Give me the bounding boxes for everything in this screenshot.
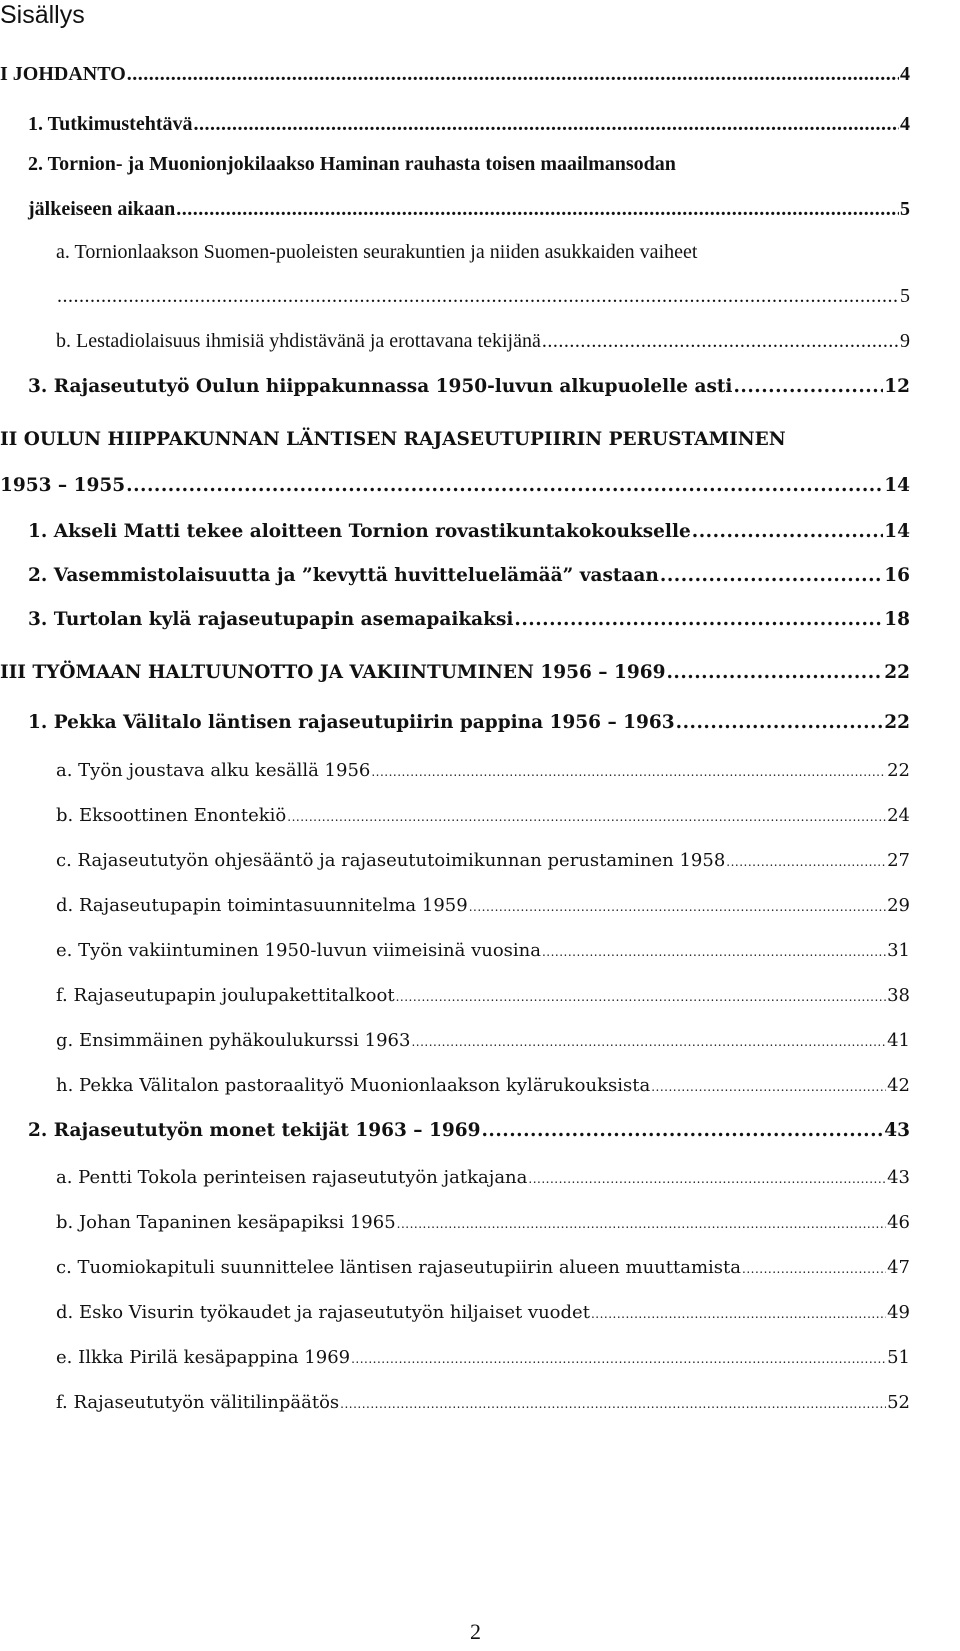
toc-leader-dots: [666, 662, 883, 683]
toc-entry-title: III TYÖMAAN HALTUUNOTTO JA VAKIINTUMINEN 1956 – 1969: [0, 662, 666, 683]
toc-page-number: 49: [887, 1302, 910, 1323]
toc-entry-3-2-d[interactable]: [56, 1302, 910, 1323]
toc-leader-dots: [194, 113, 900, 136]
toc-entry-title: f. Rajaseutupapin joulupakettitalkoot: [56, 985, 395, 1006]
toc-page-number: 38: [887, 985, 910, 1006]
toc-leader-dots: [411, 1035, 886, 1049]
toc-leader-dots: [542, 330, 899, 353]
toc-entry-3-2-c[interactable]: [56, 1257, 910, 1278]
toc-leader-dots: [742, 1262, 886, 1276]
toc-entry-1-1[interactable]: [28, 113, 910, 136]
toc-entry-title: 2. Vasemmistolaisuutta ja ”kevyttä huvitteluelämää” vastaan: [28, 565, 659, 586]
toc-page-number: 9: [900, 330, 910, 352]
toc-page-number: 24: [887, 805, 910, 826]
toc-leader-dots: [127, 63, 899, 86]
toc-page-number: 5: [900, 198, 910, 220]
toc-leader-dots: [591, 1307, 886, 1321]
toc-page-number: 29: [887, 895, 910, 916]
toc-leader-dots: [469, 900, 886, 914]
toc-entry-3-1-c[interactable]: [56, 850, 910, 871]
toc-page-number: 51: [887, 1347, 910, 1368]
toc-page-number: 14: [884, 475, 910, 496]
toc-entry-3-1-e[interactable]: [56, 940, 910, 961]
toc-leader-dots: [660, 565, 883, 586]
toc-entry-title: 3. Rajaseututyö Oulun hiippakunnassa 1950-luvun alkupuolelle asti: [28, 376, 733, 397]
toc-leader-dots: [528, 1172, 886, 1186]
toc-entry-title: h. Pekka Välitalon pastoraalityö Muonionlaakson kylärukouksista: [56, 1075, 651, 1096]
toc-entry-title: 2. Rajaseututyön monet tekijät 1963 – 1969: [28, 1120, 481, 1141]
toc-entry-1-3[interactable]: [28, 376, 910, 397]
toc-entry-title: 1953 – 1955: [0, 475, 126, 496]
toc-entry-1-2[interactable]: [28, 153, 910, 176]
toc-leader-dots: [396, 990, 887, 1004]
toc-entry-3-2-b[interactable]: [56, 1212, 910, 1233]
toc-leader-dots: [692, 521, 884, 542]
toc-page-number: 43: [884, 1120, 910, 1141]
toc-page-number: 5: [900, 285, 910, 307]
toc-page-number: 14: [884, 521, 910, 542]
toc-leader-dots: [733, 376, 883, 397]
toc-page-number: 43: [887, 1167, 910, 1188]
toc-leader-dots: [176, 198, 899, 221]
toc-page-number: 41: [887, 1030, 910, 1051]
toc-entry-title: c. Tuomiokapituli suunnittelee läntisen rajaseutupiirin alueen muuttamista: [56, 1257, 741, 1278]
toc-page-number: 31: [887, 940, 910, 961]
toc-entry-title: a. Työn joustava alku kesällä 1956: [56, 760, 371, 781]
toc-page-number: 27: [887, 850, 910, 871]
toc-entry-3-1-d[interactable]: [56, 895, 910, 916]
toc-entry-3-1-h[interactable]: [56, 1075, 910, 1096]
toc-entry-title: 3. Turtolan kylä rajaseutupapin asemapaikaksi: [28, 609, 514, 630]
toc-leader-dots: [371, 765, 886, 779]
toc-leader-dots: [726, 855, 886, 869]
toc-page-number: 4: [900, 113, 910, 135]
toc-entry-title: jälkeiseen aikaan: [28, 198, 176, 220]
toc-entry-chapter-3[interactable]: [0, 662, 910, 683]
toc-leader-dots: [514, 609, 883, 630]
toc-leader-dots: [676, 712, 884, 733]
toc-entry-3-2[interactable]: [28, 1120, 910, 1141]
toc-entry-1-2-continued[interactable]: [28, 198, 910, 221]
toc-entry-chapter-1[interactable]: [0, 63, 910, 86]
toc-entry-3-1-g[interactable]: [56, 1030, 910, 1051]
toc-entry-title: d. Rajaseutupapin toimintasuunnitelma 1959: [56, 895, 468, 916]
toc-entry-title: f. Rajaseututyön välitilinpäätös: [56, 1392, 340, 1413]
toc-page-number: 22: [884, 712, 910, 733]
toc-leader-dots: [481, 1120, 883, 1141]
toc-entry-title: 1. Akseli Matti tekee aloitteen Tornion rovastikuntakokoukselle: [28, 521, 691, 542]
toc-leader-dots: [397, 1217, 886, 1231]
toc-entry-title: 1. Pekka Välitalo läntisen rajaseutupiirin pappina 1956 – 1963: [28, 712, 675, 733]
toc-entry-3-1-a[interactable]: [56, 760, 910, 781]
toc-leader-dots: [542, 945, 886, 959]
toc-leader-dots: [351, 1352, 886, 1366]
toc-entry-1-2-a[interactable]: [56, 241, 910, 264]
toc-page-number: 22: [887, 760, 910, 781]
toc-page-number: 47: [887, 1257, 910, 1278]
toc-leader-dots: [126, 475, 883, 496]
toc-entry-2-2[interactable]: [28, 565, 910, 586]
toc-entry-3-1[interactable]: [28, 712, 910, 733]
toc-leader-dots: [651, 1080, 886, 1094]
toc-leader-dots: [57, 285, 899, 308]
toc-entry-chapter-2-continued[interactable]: [0, 475, 910, 496]
toc-entry-title: c. Rajaseututyön ohjesääntö ja rajaseututoimikunnan perustaminen 1958: [56, 850, 726, 871]
toc-entry-title: 1. Tutkimustehtävä: [28, 113, 193, 135]
toc-page-number: 18: [884, 609, 910, 630]
toc-entry-2-1[interactable]: [28, 521, 910, 542]
toc-leader-dots: [340, 1397, 886, 1411]
toc-entry-title: II OULUN HIIPPAKUNNAN LÄNTISEN RAJASEUTUPIIRIN PERUSTAMINEN: [0, 429, 786, 450]
toc-entry-3-2-e[interactable]: [56, 1347, 910, 1368]
toc-entry-title: b. Lestadiolaisuus ihmisiä yhdistävänä ja erottavana tekijänä: [56, 330, 541, 352]
toc-entry-title: g. Ensimmäinen pyhäkoulukurssi 1963: [56, 1030, 411, 1051]
toc-entry-1-2-b[interactable]: [56, 330, 910, 353]
toc-entry-chapter-2[interactable]: [0, 429, 910, 450]
page-number: 2: [470, 1619, 481, 1644]
toc-page-number: 22: [884, 662, 910, 683]
toc-entry-1-2-a-continued[interactable]: [56, 285, 910, 308]
toc-entry-title: b. Eksoottinen Enontekiö: [56, 805, 287, 826]
toc-entry-title: 2. Tornion- ja Muonionjokilaakso Haminan rauhasta toisen maailmansodan: [28, 153, 676, 175]
toc-entry-title: d. Esko Visurin työkaudet ja rajaseututyön hiljaiset vuodet: [56, 1302, 590, 1323]
toc-entry-title: b. Johan Tapaninen kesäpapiksi 1965: [56, 1212, 396, 1233]
toc-page-number: 12: [884, 376, 910, 397]
toc-entry-3-1-f[interactable]: [56, 985, 910, 1006]
toc-entry-2-3[interactable]: [28, 609, 910, 630]
toc-leader-dots: [287, 810, 886, 824]
toc-entry-title: e. Työn vakiintuminen 1950-luvun viimeisinä vuosina: [56, 940, 541, 961]
toc-heading: Sisällys: [0, 1, 85, 29]
toc-page-number: 16: [884, 565, 910, 586]
toc-page-number: 52: [887, 1392, 910, 1413]
toc-page-number: 4: [900, 63, 910, 85]
toc-entry-title: I JOHDANTO: [0, 63, 126, 85]
toc-entry-3-1-b[interactable]: [56, 805, 910, 826]
toc-entry-title: a. Pentti Tokola perinteisen rajaseututyön jatkajana: [56, 1167, 528, 1188]
toc-page-number: 46: [887, 1212, 910, 1233]
toc-entry-title: e. Ilkka Pirilä kesäpappina 1969: [56, 1347, 351, 1368]
toc-entry-3-2-a[interactable]: [56, 1167, 910, 1188]
toc-page-number: 42: [887, 1075, 910, 1096]
toc-entry-title: a. Tornionlaakson Suomen-puoleisten seurakuntien ja niiden asukkaiden vaiheet: [56, 241, 698, 263]
toc-entry-3-2-f[interactable]: [56, 1392, 910, 1413]
